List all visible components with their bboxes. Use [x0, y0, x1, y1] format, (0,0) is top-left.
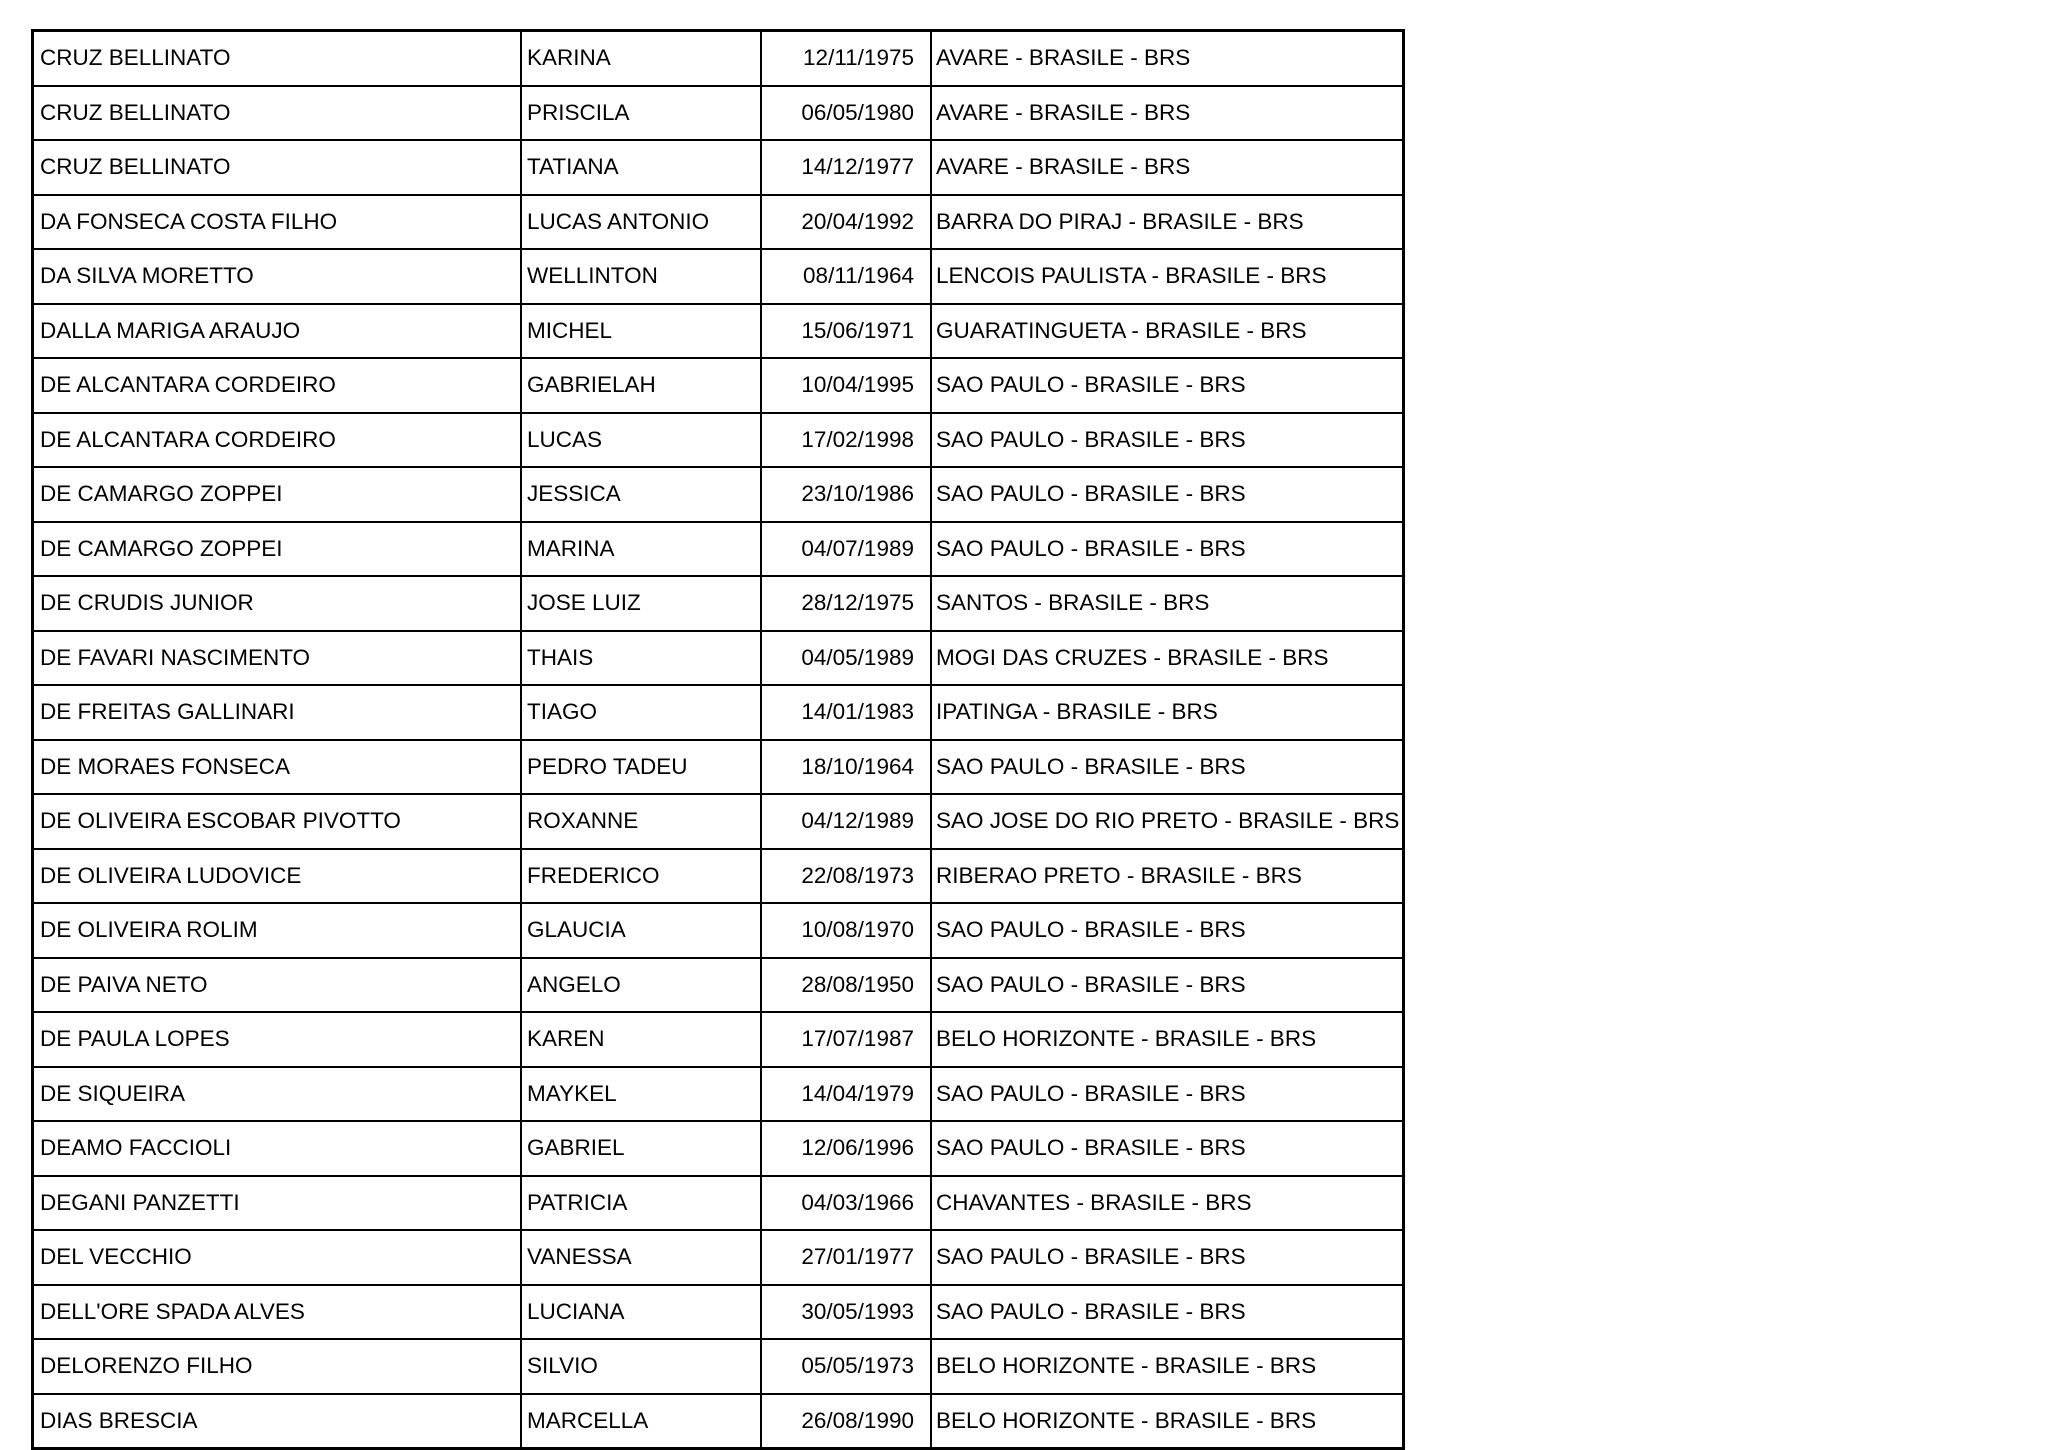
name-cell: MARCELLA — [521, 1394, 761, 1449]
table-row — [33, 1230, 1404, 1285]
surname-cell: DA FONSECA COSTA FILHO — [33, 195, 522, 250]
table-row — [33, 576, 1404, 631]
birth-date-cell: 28/12/1975 — [761, 576, 931, 631]
records-body — [33, 31, 1404, 1449]
birth-date-cell: 14/12/1977 — [761, 140, 931, 195]
birth-date-cell: 18/10/1964 — [761, 740, 931, 795]
name-cell: LUCIANA — [521, 1285, 761, 1340]
surname-cell: DE CAMARGO ZOPPEI — [33, 522, 522, 577]
surname-cell: DEGANI PANZETTI — [33, 1176, 522, 1231]
birthplace-cell: SAO PAULO - BRASILE - BRS — [931, 1121, 1404, 1176]
table-row — [33, 1012, 1404, 1067]
name-cell: FREDERICO — [521, 849, 761, 904]
birth-date-cell: 12/11/1975 — [761, 31, 931, 86]
name-cell: PRISCILA — [521, 86, 761, 141]
surname-cell: DE ALCANTARA CORDEIRO — [33, 413, 522, 468]
birth-date-cell: 26/08/1990 — [761, 1394, 931, 1449]
birth-date-cell: 12/06/1996 — [761, 1121, 931, 1176]
name-cell: JESSICA — [521, 467, 761, 522]
birthplace-cell: AVARE - BRASILE - BRS — [931, 86, 1404, 141]
name-cell: THAIS — [521, 631, 761, 686]
table-row — [33, 1394, 1404, 1449]
surname-cell: DELL'ORE SPADA ALVES — [33, 1285, 522, 1340]
birthplace-cell: BARRA DO PIRAJ - BRASILE - BRS — [931, 195, 1404, 250]
birth-date-cell: 17/02/1998 — [761, 413, 931, 468]
birthplace-cell: SAO PAULO - BRASILE - BRS — [931, 467, 1404, 522]
birthplace-cell: BELO HORIZONTE - BRASILE - BRS — [931, 1012, 1404, 1067]
birth-date-cell: 05/05/1973 — [761, 1339, 931, 1394]
surname-cell: DE ALCANTARA CORDEIRO — [33, 358, 522, 413]
birth-date-cell: 08/11/1964 — [761, 249, 931, 304]
name-cell: MICHEL — [521, 304, 761, 359]
surname-cell: DE SIQUEIRA — [33, 1067, 522, 1122]
birthplace-cell: SAO PAULO - BRASILE - BRS — [931, 522, 1404, 577]
birthplace-cell: MOGI DAS CRUZES - BRASILE - BRS — [931, 631, 1404, 686]
name-cell: WELLINTON — [521, 249, 761, 304]
name-cell: TIAGO — [521, 685, 761, 740]
name-cell: MAYKEL — [521, 1067, 761, 1122]
surname-cell: DE OLIVEIRA ROLIM — [33, 903, 522, 958]
birthplace-cell: SAO PAULO - BRASILE - BRS — [931, 1067, 1404, 1122]
surname-cell: DE PAULA LOPES — [33, 1012, 522, 1067]
birth-date-cell: 04/05/1989 — [761, 631, 931, 686]
name-cell: GABRIEL — [521, 1121, 761, 1176]
birthplace-cell: SAO PAULO - BRASILE - BRS — [931, 1285, 1404, 1340]
table-row — [33, 1285, 1404, 1340]
birthplace-cell: GUARATINGUETA - BRASILE - BRS — [931, 304, 1404, 359]
birthplace-cell: AVARE - BRASILE - BRS — [931, 31, 1404, 86]
table-row — [33, 631, 1404, 686]
name-cell: PEDRO TADEU — [521, 740, 761, 795]
table-row — [33, 903, 1404, 958]
surname-cell: DEAMO FACCIOLI — [33, 1121, 522, 1176]
birth-date-cell: 23/10/1986 — [761, 467, 931, 522]
table-row — [33, 467, 1404, 522]
birthplace-cell: LENCOIS PAULISTA - BRASILE - BRS — [931, 249, 1404, 304]
birthplace-cell: SANTOS - BRASILE - BRS — [931, 576, 1404, 631]
table-row — [33, 849, 1404, 904]
surname-cell: CRUZ BELLINATO — [33, 86, 522, 141]
table-row — [33, 358, 1404, 413]
table-row — [33, 1176, 1404, 1231]
name-cell: ANGELO — [521, 958, 761, 1013]
name-cell: ROXANNE — [521, 794, 761, 849]
birth-date-cell: 10/08/1970 — [761, 903, 931, 958]
surname-cell: DA SILVA MORETTO — [33, 249, 522, 304]
table-row — [33, 1339, 1404, 1394]
birthplace-cell: SAO PAULO - BRASILE - BRS — [931, 358, 1404, 413]
table-row — [33, 740, 1404, 795]
birth-date-cell: 30/05/1993 — [761, 1285, 931, 1340]
name-cell: VANESSA — [521, 1230, 761, 1285]
birth-date-cell: 04/12/1989 — [761, 794, 931, 849]
table-row — [33, 1067, 1404, 1122]
birth-date-cell: 04/07/1989 — [761, 522, 931, 577]
name-cell: KARINA — [521, 31, 761, 86]
name-cell: TATIANA — [521, 140, 761, 195]
name-cell: JOSE LUIZ — [521, 576, 761, 631]
surname-cell: CRUZ BELLINATO — [33, 31, 522, 86]
table-row — [33, 794, 1404, 849]
birth-date-cell: 14/04/1979 — [761, 1067, 931, 1122]
table-row — [33, 304, 1404, 359]
table-row — [33, 195, 1404, 250]
surname-cell: DE MORAES FONSECA — [33, 740, 522, 795]
name-cell: LUCAS — [521, 413, 761, 468]
surname-cell: DEL VECCHIO — [33, 1230, 522, 1285]
table-row — [33, 413, 1404, 468]
surname-cell: DE CRUDIS JUNIOR — [33, 576, 522, 631]
surname-cell: DALLA MARIGA ARAUJO — [33, 304, 522, 359]
table-row — [33, 249, 1404, 304]
table-row — [33, 958, 1404, 1013]
birthplace-cell: RIBERAO PRETO - BRASILE - BRS — [931, 849, 1404, 904]
birth-date-cell: 15/06/1971 — [761, 304, 931, 359]
birthplace-cell: SAO PAULO - BRASILE - BRS — [931, 903, 1404, 958]
birth-date-cell: 27/01/1977 — [761, 1230, 931, 1285]
birthplace-cell: SAO PAULO - BRASILE - BRS — [931, 958, 1404, 1013]
birth-date-cell: 14/01/1983 — [761, 685, 931, 740]
birth-date-cell: 04/03/1966 — [761, 1176, 931, 1231]
surname-cell: DE OLIVEIRA ESCOBAR PIVOTTO — [33, 794, 522, 849]
birthplace-cell: BELO HORIZONTE - BRASILE - BRS — [931, 1339, 1404, 1394]
birth-date-cell: 06/05/1980 — [761, 86, 931, 141]
birthplace-cell: BELO HORIZONTE - BRASILE - BRS — [936, 1407, 1317, 1433]
table-row — [33, 685, 1404, 740]
name-cell: LUCAS ANTONIO — [521, 195, 761, 250]
surname-cell: DE PAIVA NETO — [33, 958, 522, 1013]
birth-date-cell: 20/04/1992 — [761, 195, 931, 250]
name-cell: GLAUCIA — [521, 903, 761, 958]
birthplace-cell: SAO PAULO - BRASILE - BRS — [931, 413, 1404, 468]
surname-cell: DE FREITAS GALLINARI — [33, 685, 522, 740]
table-row — [33, 140, 1404, 195]
table-row — [33, 522, 1404, 577]
name-cell: PATRICIA — [521, 1176, 761, 1231]
surname-cell: CRUZ BELLINATO — [33, 140, 522, 195]
birth-date-cell: 28/08/1950 — [761, 958, 931, 1013]
birth-date-cell: 22/08/1973 — [761, 849, 931, 904]
name-cell: MARINA — [521, 522, 761, 577]
birthplace-cell: IPATINGA - BRASILE - BRS — [931, 685, 1404, 740]
records-table — [31, 29, 1405, 1450]
birthplace-cell: SAO JOSE DO RIO PRETO - BRASILE - BRS — [931, 794, 1404, 849]
surname-cell: DIAS BRESCIA — [33, 1394, 522, 1449]
surname-cell: DE FAVARI NASCIMENTO — [33, 631, 522, 686]
birthplace-cell: CHAVANTES - BRASILE - BRS — [931, 1176, 1404, 1231]
table-row — [33, 31, 1404, 86]
birthplace-cell: SAO PAULO - BRASILE - BRS — [931, 1230, 1404, 1285]
name-cell: SILVIO — [521, 1339, 761, 1394]
name-cell: KAREN — [521, 1012, 761, 1067]
table-row — [33, 1121, 1404, 1176]
birth-date-cell: 17/07/1987 — [761, 1012, 931, 1067]
surname-cell: DE CAMARGO ZOPPEI — [33, 467, 522, 522]
birthplace-cell: AVARE - BRASILE - BRS — [931, 140, 1404, 195]
surname-cell: DE OLIVEIRA LUDOVICE — [33, 849, 522, 904]
name-cell: GABRIELAH — [521, 358, 761, 413]
surname-cell: DELORENZO FILHO — [33, 1339, 522, 1394]
birth-date-cell: 10/04/1995 — [761, 358, 931, 413]
table-row — [33, 86, 1404, 141]
birthplace-cell: SAO PAULO - BRASILE - BRS — [931, 740, 1404, 795]
